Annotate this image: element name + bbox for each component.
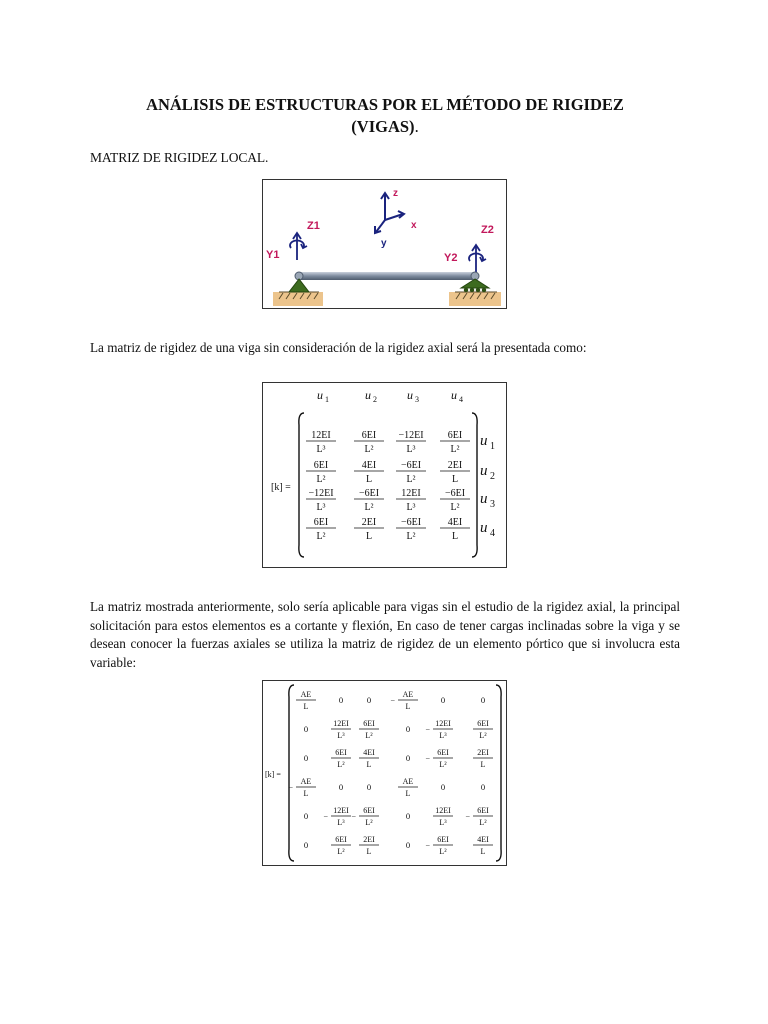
matrix2-cell-zero: 0 [303, 753, 309, 763]
stiffness-matrix-frame [262, 680, 507, 866]
matrix2-cell-denominator: L [480, 847, 486, 856]
axis-y-label: y [381, 238, 387, 249]
matrix1-cell-numerator: −6EI [358, 488, 380, 499]
axis-x-label: x [411, 220, 417, 231]
matrix2-cell-numerator: AE [300, 690, 312, 699]
title-line-1: ANÁLISIS DE ESTRUCTURAS POR EL MÉTODO DE RIGIDEZ [146, 95, 624, 114]
matrix2-cell-denominator: L² [439, 760, 447, 769]
matrix2-cell-numerator: 12EI [333, 719, 349, 728]
matrix2-right-bracket [496, 685, 501, 861]
matrix1-row-label: u [480, 491, 488, 507]
matrix2-cell-sign: − [465, 811, 470, 821]
matrix1-col-sub: 1 [325, 395, 329, 404]
matrix1-cell-numerator: 12EI [401, 488, 421, 499]
node1-y1-label: Y1 [266, 249, 280, 261]
matrix1-left-bracket [299, 413, 304, 557]
section-heading: MATRIZ DE RIGIDEZ LOCAL. [90, 150, 269, 165]
matrix2-cell-numerator: 4EI [477, 835, 489, 844]
matrix2-cell-numerator: 12EI [333, 806, 349, 815]
matrix1-cell-denominator: L² [450, 502, 460, 513]
matrix2-cell-denominator: L² [479, 818, 487, 827]
matrix2-cell-denominator: L² [337, 760, 345, 769]
node1-z1-label: Z1 [307, 220, 320, 232]
matrix2-cell-numerator: 6EI [477, 719, 489, 728]
matrix1-cell-numerator: −12EI [398, 430, 424, 441]
matrix2-cell-numerator: 6EI [363, 719, 375, 728]
matrix1-cell-numerator: −6EI [400, 460, 422, 471]
matrix1-cell-numerator: 2EI [447, 460, 463, 471]
ground-left [273, 292, 323, 306]
matrix1-col-sub: 2 [373, 395, 377, 404]
matrix2-lhs: [k] = [265, 770, 281, 779]
matrix2-cell-numerator: 6EI [335, 835, 347, 844]
matrix2-cell-zero: 0 [480, 782, 486, 792]
matrix2-cell-zero: 0 [440, 782, 446, 792]
node1-dof-arrows-icon [290, 233, 307, 260]
matrix2-cell-denominator: L [480, 760, 486, 769]
matrix2-cell-denominator: L³ [439, 818, 447, 827]
roller-support-icon [461, 279, 489, 292]
matrix1-cell-denominator: L [365, 474, 373, 485]
matrix2-cell-denominator: L² [365, 818, 373, 827]
matrix2-cell-zero: 0 [405, 753, 411, 763]
matrix1-cell-denominator: L² [364, 502, 374, 513]
title-line-2 [90, 116, 680, 138]
matrix2-cell-zero: 0 [440, 695, 446, 705]
matrix2-cell-numerator: 6EI [437, 748, 449, 757]
matrix2-cell-denominator: L² [439, 847, 447, 856]
matrix1-cell-numerator: 6EI [313, 517, 329, 528]
matrix1-row-sub: 2 [490, 471, 495, 482]
matrix1-col-header: u [317, 388, 323, 402]
matrix2-cell-zero: 0 [338, 782, 344, 792]
matrix2-cell-sign: − [425, 840, 430, 850]
matrix2-cell-denominator: L [366, 847, 372, 856]
matrix2-cell-denominator: L³ [337, 731, 345, 740]
matrix1-cell-denominator: L² [406, 474, 416, 485]
matrix1-row-label: u [480, 520, 488, 536]
matrix2-cell-denominator: L² [479, 731, 487, 740]
matrix2-cell-numerator: 2EI [363, 835, 375, 844]
node2-y2-label: Y2 [444, 252, 458, 264]
matrix2-cell-denominator: L [366, 760, 372, 769]
matrix2-cell-zero: 0 [366, 782, 372, 792]
stiffness-matrix-beam [262, 382, 507, 568]
ground-right [449, 292, 501, 306]
matrix2-cell-zero: 0 [338, 695, 344, 705]
global-axes-icon [375, 193, 404, 233]
paragraph-1: La matriz de rigidez de una viga sin consideración de la rigidez axial será la presentada como: [90, 340, 587, 355]
matrix1-cell-denominator: L [451, 531, 459, 542]
matrix2-cell-denominator: L [405, 702, 411, 711]
matrix1-cell-denominator: L² [364, 444, 374, 455]
matrix1-lhs: [k] = [271, 482, 291, 493]
matrix1-row-sub: 4 [490, 528, 495, 539]
matrix1-cell-denominator: L [451, 474, 459, 485]
matrix2-cell-denominator: L [405, 789, 411, 798]
matrix2-cell-denominator: L³ [439, 731, 447, 740]
matrix2-cell-numerator: 2EI [477, 748, 489, 757]
matrix2-cell-numerator: 6EI [477, 806, 489, 815]
matrix1-row-sub: 3 [490, 499, 495, 510]
matrix1-col-header: u [451, 388, 457, 402]
matrix2-cell-zero: 0 [303, 811, 309, 821]
matrix2-cell-numerator: AE [300, 777, 312, 786]
matrix2-cell-numerator: AE [402, 690, 414, 699]
matrix2-cell-denominator: L² [337, 847, 345, 856]
matrix1-row-sub: 1 [490, 441, 495, 452]
matrix1-col-sub: 3 [415, 395, 419, 404]
matrix2-cell-sign: − [425, 753, 430, 763]
matrix1-cell-numerator: 4EI [361, 460, 377, 471]
matrix1-cell-denominator: L² [406, 531, 416, 542]
matrix2-cell-zero: 0 [405, 811, 411, 821]
matrix2-cell-zero: 0 [405, 724, 411, 734]
matrix1-col-sub: 4 [459, 395, 463, 404]
matrix1-cell-denominator: L² [316, 531, 326, 542]
matrix2-left-bracket [289, 685, 294, 861]
matrix1-cell-numerator: 4EI [447, 517, 463, 528]
matrix2-cell-numerator: 6EI [437, 835, 449, 844]
title-period: . [414, 117, 419, 136]
title-vigas: (VIGAS) [351, 117, 415, 136]
node2-z2-label: Z2 [481, 224, 494, 236]
matrix1-row-label: u [480, 433, 488, 449]
matrix1-right-bracket [472, 413, 477, 557]
matrix2-cell-sign: − [351, 811, 356, 821]
matrix2-cell-numerator: 12EI [435, 719, 451, 728]
matrix1-cell-denominator: L² [450, 444, 460, 455]
matrix2-cell-sign: − [425, 724, 430, 734]
matrix2-cell-zero: 0 [303, 724, 309, 734]
axis-z-label: z [393, 188, 398, 199]
matrix1-cell-numerator: 6EI [447, 430, 463, 441]
matrix1-cell-denominator: L² [316, 474, 326, 485]
pinned-support-icon [289, 279, 309, 292]
matrix1-cell-numerator: 2EI [361, 517, 377, 528]
node2-dof-arrows-icon [469, 245, 486, 274]
matrix1-cell-denominator: L³ [406, 502, 416, 513]
paragraph-2: La matriz mostrada anteriormente, solo sería aplicable para vigas sin el estudio de la rigidez axial, la principal solicitación para estos elementos es a cortante y flexión, En caso de tener cargas inclinadas sobre la viga y se desean conocer la fuerzas axiales se utiliza la matriz de rigidez de un elemento pórtico que si involucra esta variable: [90, 599, 680, 670]
beam-diagram [262, 179, 507, 309]
matrix2-cell-zero: 0 [303, 840, 309, 850]
document-title [90, 94, 680, 138]
matrix2-cell-numerator: 6EI [335, 748, 347, 757]
matrix2-cell-numerator: 6EI [363, 806, 375, 815]
matrix2-cell-numerator: AE [402, 777, 414, 786]
matrix2-cell-numerator: 4EI [363, 748, 375, 757]
matrix1-cell-numerator: −6EI [400, 517, 422, 528]
matrix2-cell-denominator: L² [365, 731, 373, 740]
matrix1-cell-numerator: −12EI [308, 488, 334, 499]
matrix2-cell-denominator: L³ [337, 818, 345, 827]
matrix2-cell-zero: 0 [366, 695, 372, 705]
matrix2-cell-sign: − [288, 782, 293, 792]
matrix1-row-label: u [480, 463, 488, 479]
matrix1-cell-denominator: L³ [316, 502, 326, 513]
beam [296, 272, 477, 280]
matrix2-cell-numerator: 12EI [435, 806, 451, 815]
matrix2-cell-denominator: L [303, 789, 309, 798]
matrix2-cell-zero: 0 [480, 695, 486, 705]
matrix2-cell-denominator: L [303, 702, 309, 711]
matrix1-cell-denominator: L³ [406, 444, 416, 455]
matrix1-cell-numerator: 12EI [311, 430, 331, 441]
matrix1-cell-numerator: 6EI [361, 430, 377, 441]
matrix1-col-header: u [365, 388, 371, 402]
matrix1-cell-numerator: −6EI [444, 488, 466, 499]
matrix2-cell-sign: − [390, 695, 395, 705]
matrix1-cell-denominator: L³ [316, 444, 326, 455]
matrix1-cell-numerator: 6EI [313, 460, 329, 471]
matrix2-cell-sign: − [323, 811, 328, 821]
matrix2-cell-zero: 0 [405, 840, 411, 850]
matrix1-cell-denominator: L [365, 531, 373, 542]
matrix1-col-header: u [407, 388, 413, 402]
